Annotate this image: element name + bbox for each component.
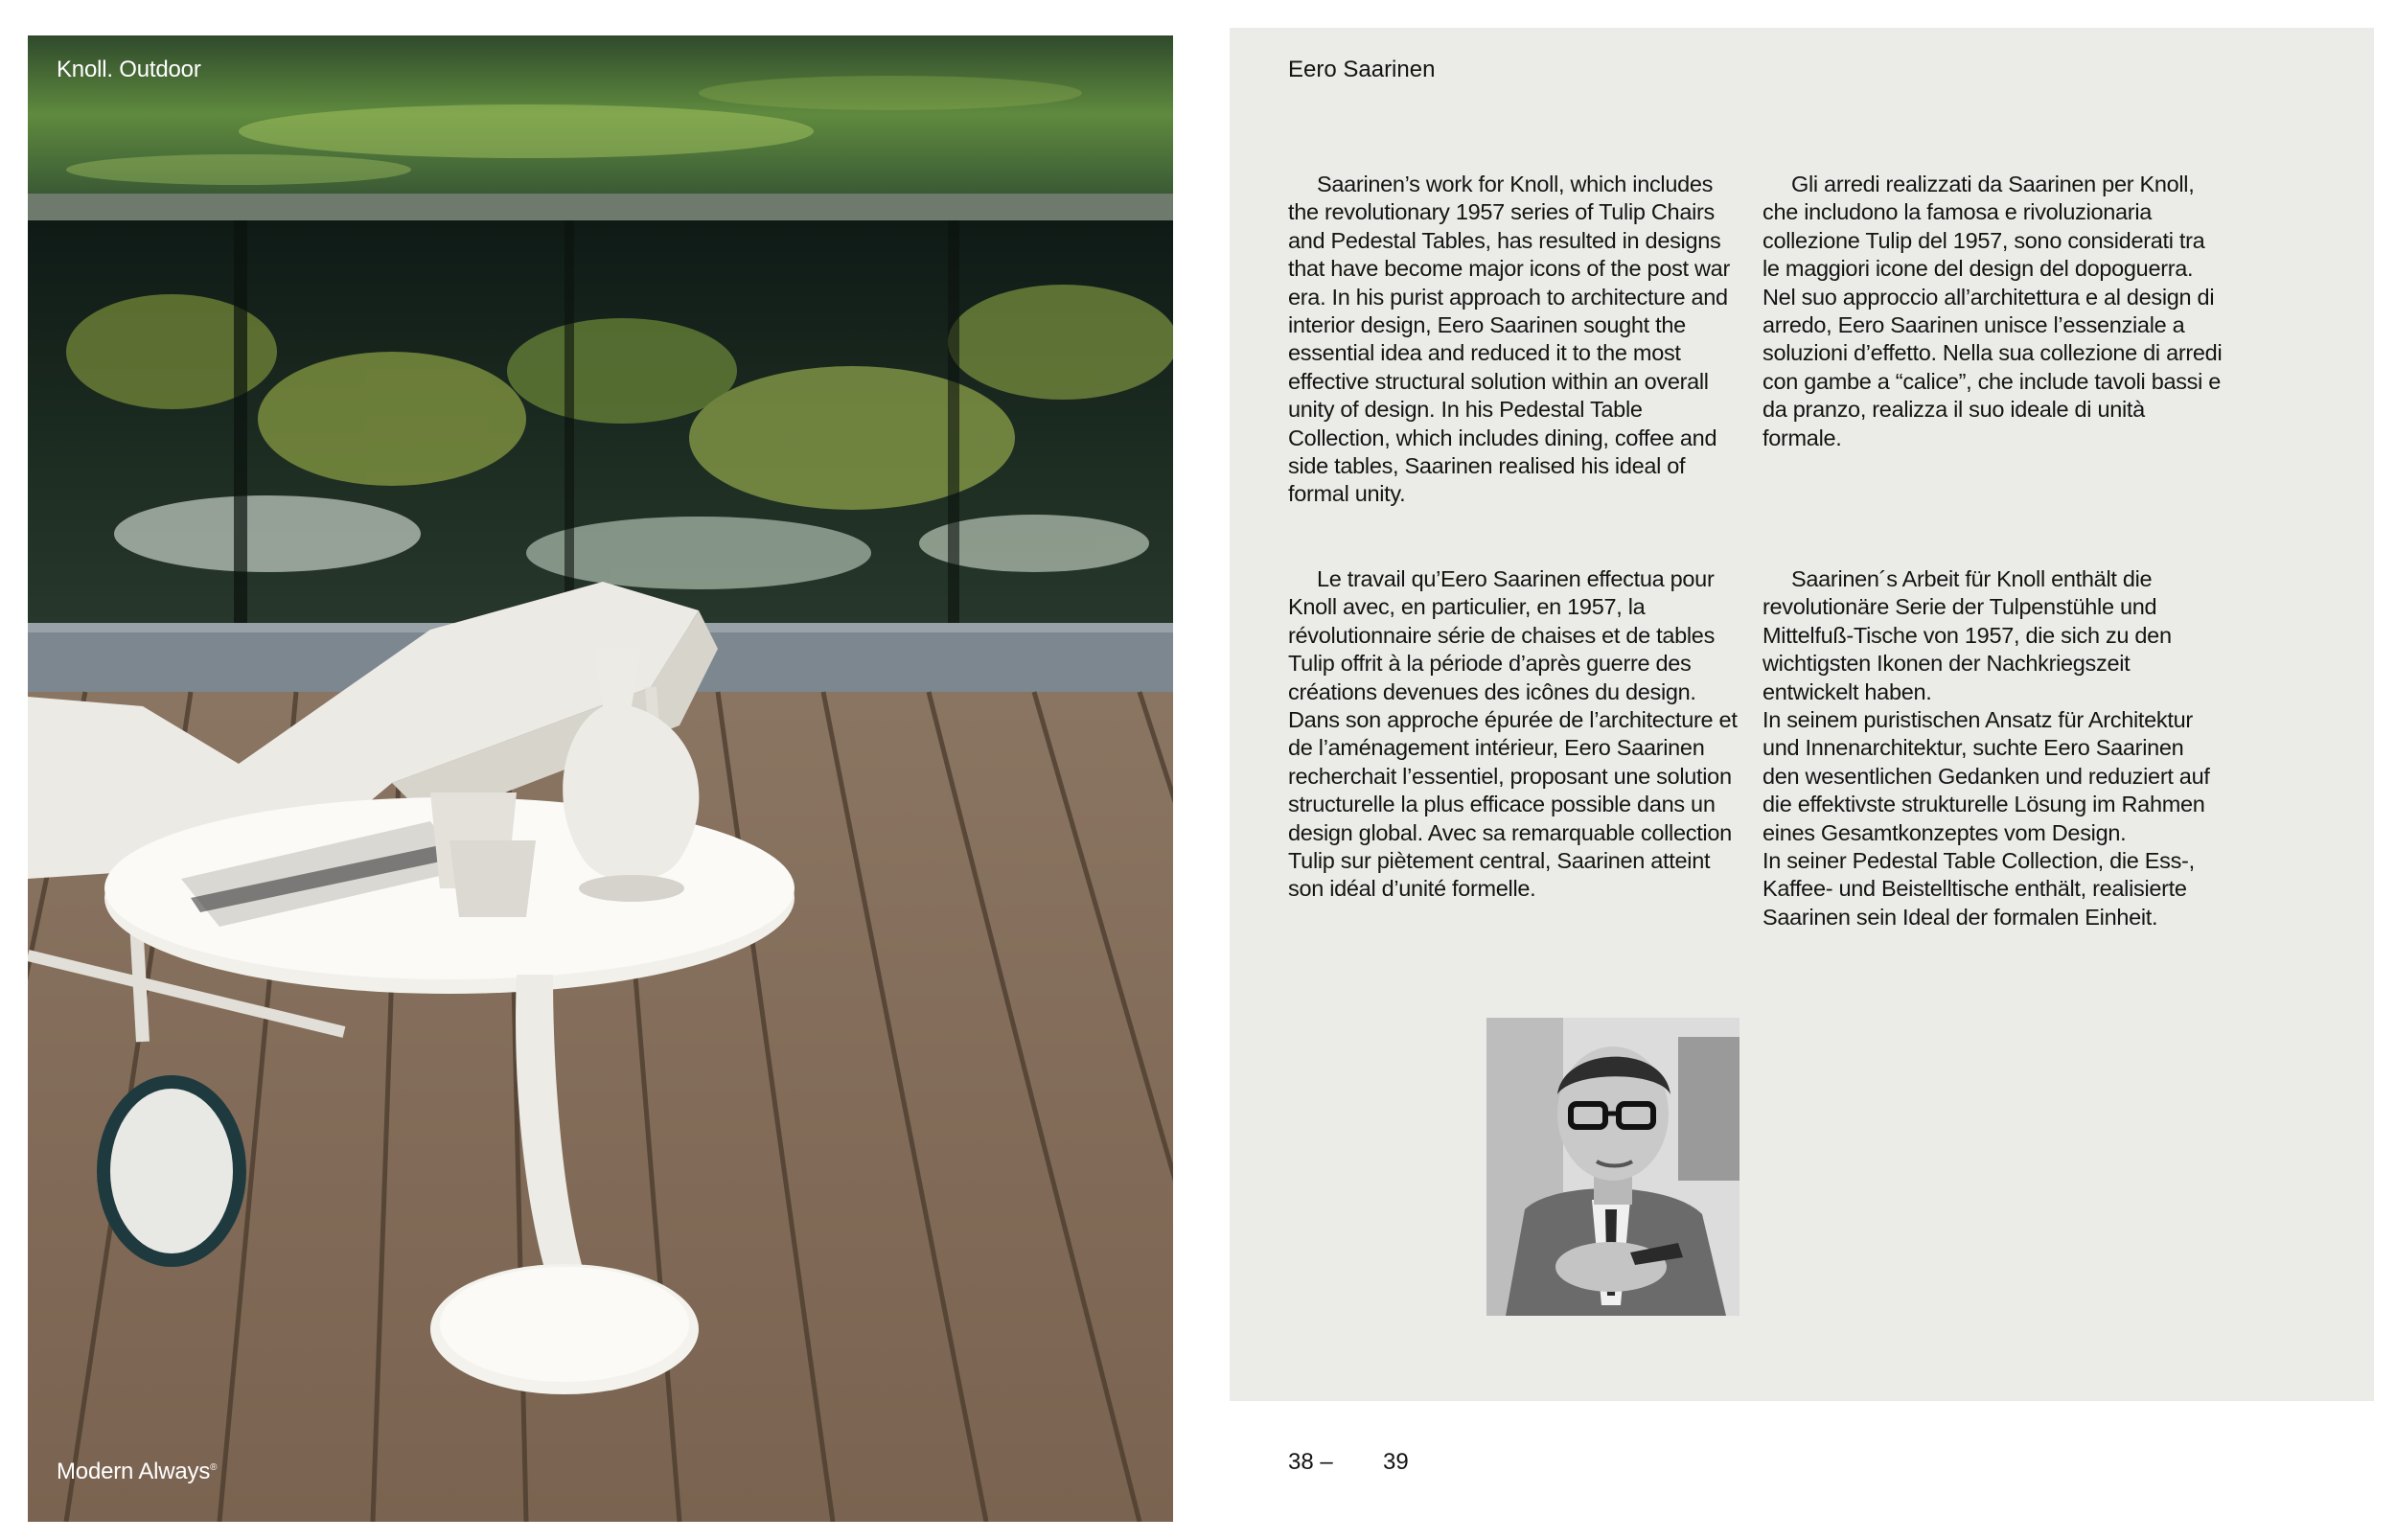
slogan-label [57,1459,217,1485]
slogan-text: Modern Always [57,1459,211,1484]
portrait-illustration [1486,1018,1739,1316]
page-number-left: 38 – [1288,1449,1333,1475]
section-title: Eero Saarinen [1288,57,1436,82]
column-italian [1762,171,2223,452]
page-number-right: 39 [1383,1449,1409,1475]
german-paragraph-text: Saarinen´s Arbeit für Knoll enthält die revolutionäre Serie der Tulpenstühle und Mittelfuß-Tische von 1957, die sich zu den wichtigsten Ikonen der Nachkriegszeit entwickelt haben. [1762,566,2172,704]
column-italian-text: Gli arredi realizzati da Saarinen per Knoll, che includono la famosa e rivoluzionaria collezione Tulip del 1957, sono considerati tra le maggiori icone del design del dopoguerra. Nel suo approccio all’architettura e al design di arredo, Eero Saarinen unisce l’essenziale a soluzioni d’effetto. Nella sua collezione di arredi con gambe a “calice”, che include tavoli bassi e da pranzo, realizza il suo ideale di unità formale. [1762,172,2223,450]
column-german [1762,565,2223,931]
column-french-text: Le travail qu’Eero Saarinen effectua pour Knoll avec, en particulier, en 1957, la révolutionnaire série de chaises et de tables Tulip offrit à la période d’après guerre des créations devenues des icônes du design. Dans son approche épurée de l’architecture et de l’aménagement intérieur, Eero Saarinen recherchait l’essentiel, proposant une solution structurelle la plus efficace possible dans un design global. Avec sa remarquable collection Tulip sur piètement central, Saarinen atteint son idéal d’unité formelle. [1288,566,1738,902]
column-english [1288,171,1748,509]
german-paragraph: In seiner Pedestal Table Collection, die Ess-, Kaffee- und Beistelltische enthält, realisierte Saarinen sein Ideal der formalen Einheit. [1762,848,2195,930]
outdoor-photo [28,35,1173,1522]
brand-label: Knoll. Outdoor [57,57,201,82]
german-paragraph [1762,565,2223,706]
german-paragraph: In seinem puristischen Ansatz für Architektur und Innenarchitektur, suchte Eero Saarinen den wesentlichen Gedanken und reduziert auf die effektivste strukturelle Lösung im Rahmen eines Gesamtkonzeptes vom Design. [1762,707,2210,845]
photo-illustration [28,35,1173,1522]
portrait-photo [1486,1018,1739,1316]
column-french [1288,565,1748,904]
column-english-text: Saarinen’s work for Knoll, which includes the revolutionary 1957 series of Tulip Chairs and Pedestal Tables, has resulted in designs that have become major icons of the post war era. In his purist approach to architecture and interior design, Eero Saarinen sought the essential idea and reduced it to the most effective structural solution within an overall unity of design. In his Pedestal Table Collection, which includes dining, coffee and side tables, Saarinen realised his ideal of formal unity. [1288,172,1730,507]
registered-mark: ® [210,1462,218,1473]
text-page [1230,28,2374,1401]
